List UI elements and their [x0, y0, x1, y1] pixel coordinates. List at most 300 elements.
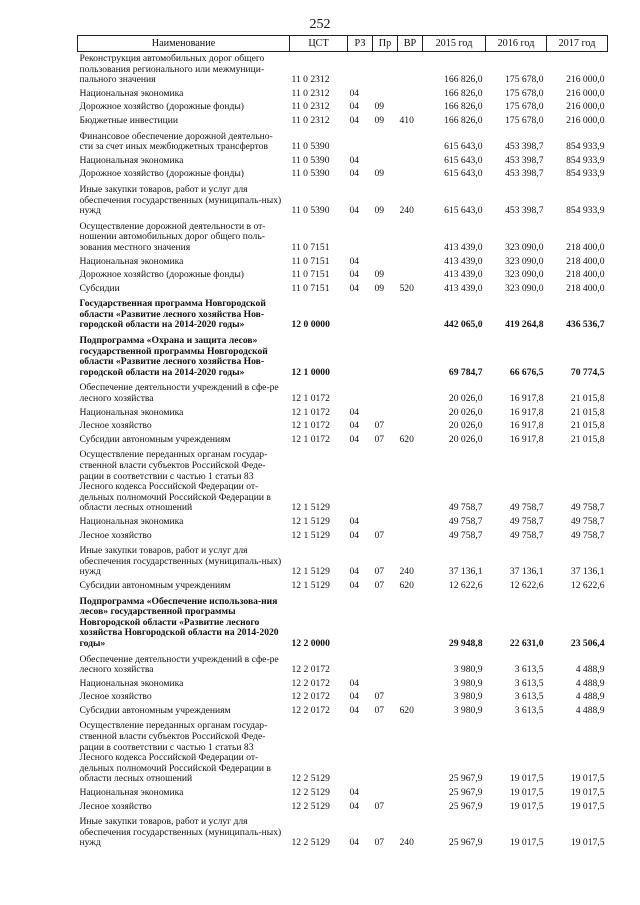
cell-2015: 3 980,9 — [453, 677, 483, 689]
cell-2017: 49 758,7 — [570, 502, 605, 514]
cell-rz — [348, 52, 373, 88]
cell-name: Иные закупки товаров, работ и услуг для обеспечения государственных (муниципаль-ных) нужд — [79, 816, 282, 849]
cell-2016: 453 398,7 — [505, 154, 544, 166]
table-row — [78, 691, 608, 705]
header-name: Наименование — [78, 36, 290, 52]
cell-vr: 520 — [399, 282, 414, 294]
cell-rz — [348, 594, 373, 652]
cell-2016: 16 917,8 — [509, 420, 544, 432]
cell-name: Национальная экономика — [79, 255, 184, 267]
cell-cst: 12 1 0172 — [291, 420, 330, 432]
cell-vr: 240 — [399, 205, 414, 217]
cell-name: Финансовое обеспечение дорожной деятельно-сти за счет иных межбюджетных трансфертов — [79, 130, 273, 153]
cell-2016: 22 631,0 — [509, 637, 544, 649]
cell-2017: 70 774,5 — [570, 366, 605, 378]
cell-2015: 20 026,0 — [448, 406, 483, 418]
cell-cst: 12 1 5129 — [291, 502, 330, 514]
cell-cst: 12 2 5129 — [291, 787, 330, 799]
cell-name: Национальная экономика — [79, 787, 184, 799]
cell-vr — [398, 52, 423, 88]
table-row — [78, 101, 608, 115]
cell-2015: 20 026,0 — [448, 393, 483, 405]
table-row — [78, 182, 608, 219]
cell-2017: 216 000,0 — [566, 114, 605, 126]
cell-name: Национальная экономика — [79, 515, 184, 527]
cell-cst: 12 2 0172 — [291, 664, 330, 676]
cell-2017: 218 400,0 — [566, 255, 605, 267]
cell-name: Государственная программа Новгородской области «Развитие лесного хозяйства Нов-городской области на 2014-2020 годы» — [79, 298, 266, 331]
cell-pr: 07 — [374, 691, 385, 703]
cell-2015: 413 439,0 — [444, 241, 483, 253]
table-row — [78, 269, 608, 283]
header-pr: Пр — [373, 36, 398, 52]
cell-2016: 19 017,5 — [509, 837, 544, 849]
cell-vr — [398, 296, 423, 333]
cell-pr — [373, 407, 398, 421]
cell-name: Лесное хозяйство — [79, 529, 152, 541]
cell-2017: 37 136,1 — [570, 566, 605, 578]
cell-2015: 166 826,0 — [444, 87, 483, 99]
cell-vr — [398, 129, 423, 155]
cell-cst: 12 2 0172 — [291, 691, 330, 703]
cell-pr — [373, 380, 398, 406]
cell-2016: 175 678,0 — [505, 74, 544, 86]
cell-2015: 3 980,9 — [453, 704, 483, 716]
cell-vr — [398, 420, 423, 434]
cell-2015: 49 758,7 — [448, 502, 483, 514]
cell-cst: 11 0 2312 — [291, 87, 330, 99]
table-row — [78, 718, 608, 787]
cell-2017: 218 400,0 — [566, 241, 605, 253]
cell-rz: 04 — [349, 800, 360, 812]
cell-vr — [398, 168, 423, 182]
cell-2015: 166 826,0 — [444, 114, 483, 126]
cell-2017: 218 400,0 — [566, 282, 605, 294]
cell-cst: 12 2 0172 — [291, 704, 330, 716]
cell-2016: 419 264,8 — [505, 319, 544, 331]
cell-pr: 09 — [374, 282, 385, 294]
cell-pr — [373, 787, 398, 801]
table-row — [78, 530, 608, 544]
cell-cst: 11 0 5390 — [291, 154, 330, 166]
cell-cst: 12 1 5129 — [291, 515, 330, 527]
cell-vr: 410 — [399, 114, 414, 126]
cell-2017: 21 015,8 — [570, 420, 605, 432]
cell-cst: 12 1 0172 — [291, 406, 330, 418]
table-row — [78, 283, 608, 297]
cell-cst: 12 2 0172 — [291, 677, 330, 689]
table-row — [78, 580, 608, 594]
cell-vr — [398, 718, 423, 787]
table-row — [78, 787, 608, 801]
table-row — [78, 333, 608, 380]
cell-vr — [398, 256, 423, 270]
cell-rz — [348, 380, 373, 406]
cell-2016: 49 758,7 — [509, 502, 544, 514]
cell-2017: 436 536,7 — [566, 319, 605, 331]
table-row — [78, 129, 608, 155]
cell-name: Субсидии автономным учреждениям — [79, 579, 231, 591]
cell-2015: 615 643,0 — [444, 141, 483, 153]
table-row — [78, 168, 608, 182]
cell-cst: 12 1 0172 — [291, 433, 330, 445]
cell-name: Обеспечение деятельности учреждений в сфе-ре лесного хозяйства — [79, 653, 279, 676]
cell-2015: 49 758,7 — [448, 529, 483, 541]
cell-2017: 854 933,9 — [566, 141, 605, 153]
cell-pr — [373, 516, 398, 530]
cell-2016: 3 613,5 — [514, 691, 544, 703]
cell-2015: 166 826,0 — [444, 74, 483, 86]
cell-pr: 07 — [374, 529, 385, 541]
cell-2016: 19 017,5 — [509, 800, 544, 812]
cell-pr — [373, 296, 398, 333]
cell-name: Субсидии — [79, 282, 120, 294]
cell-rz: 04 — [349, 205, 360, 217]
cell-2017: 216 000,0 — [566, 101, 605, 113]
header-cst: ЦСТ — [290, 36, 348, 52]
table-row — [78, 516, 608, 530]
cell-pr: 07 — [374, 579, 385, 591]
cell-2017: 12 622,6 — [570, 579, 605, 591]
table-row — [78, 543, 608, 580]
cell-2016: 323 090,0 — [505, 255, 544, 267]
cell-2015: 413 439,0 — [444, 255, 483, 267]
cell-cst: 11 0 7151 — [291, 255, 330, 267]
cell-vr: 240 — [399, 837, 414, 849]
cell-vr: 620 — [399, 433, 414, 445]
table-row — [78, 447, 608, 516]
cell-vr — [398, 155, 423, 169]
cell-pr: 07 — [374, 566, 385, 578]
cell-2015: 25 967,9 — [448, 773, 483, 785]
header-2016: 2016 год — [486, 36, 547, 52]
cell-2016: 16 917,8 — [509, 406, 544, 418]
cell-pr — [373, 219, 398, 256]
cell-cst: 12 1 5129 — [291, 566, 330, 578]
table-row — [78, 801, 608, 815]
cell-2016: 19 017,5 — [509, 773, 544, 785]
cell-pr — [373, 155, 398, 169]
cell-2016: 3 613,5 — [514, 704, 544, 716]
cell-name: Осуществление переданных органам государ-ственной власти субъектов Российской Феде-рации в соответствии с частью 1 статьи 83 Лесного кодекса Российской Федерации от-дельных полномочий Российской Федерации в области лесных отношений — [79, 449, 271, 514]
cell-vr — [398, 801, 423, 815]
cell-rz: 04 — [349, 87, 360, 99]
cell-2017: 21 015,8 — [570, 406, 605, 418]
cell-rz — [348, 296, 373, 333]
cell-2016: 49 758,7 — [509, 529, 544, 541]
cell-cst: 11 0 2312 — [291, 101, 330, 113]
cell-2016: 323 090,0 — [505, 282, 544, 294]
cell-vr — [398, 691, 423, 705]
cell-2016: 19 017,5 — [509, 787, 544, 799]
cell-name: Реконструкция автомобильных дорог общего пользования регионального или межмуници-пального значения — [79, 53, 265, 86]
cell-vr — [398, 88, 423, 102]
cell-2016: 3 613,5 — [514, 664, 544, 676]
cell-pr: 07 — [374, 704, 385, 716]
table-row — [78, 705, 608, 719]
table-row — [78, 219, 608, 256]
cell-pr — [373, 129, 398, 155]
table-row — [78, 420, 608, 434]
cell-rz: 04 — [349, 154, 360, 166]
cell-cst: 12 2 0000 — [291, 637, 330, 649]
cell-2016: 49 758,7 — [509, 515, 544, 527]
cell-pr: 09 — [374, 269, 385, 281]
cell-rz: 04 — [349, 677, 360, 689]
cell-cst: 11 0 7151 — [291, 269, 330, 281]
cell-2017: 218 400,0 — [566, 269, 605, 281]
header-2017: 2017 год — [547, 36, 608, 52]
cell-cst: 12 1 5129 — [291, 579, 330, 591]
cell-2015: 166 826,0 — [444, 101, 483, 113]
cell-2017: 21 015,8 — [570, 393, 605, 405]
cell-pr — [373, 678, 398, 692]
cell-2016: 16 917,8 — [509, 393, 544, 405]
header-2015: 2015 год — [423, 36, 486, 52]
cell-2016: 453 398,7 — [505, 205, 544, 217]
cell-rz: 04 — [349, 406, 360, 418]
cell-2017: 216 000,0 — [566, 87, 605, 99]
cell-rz — [348, 219, 373, 256]
cell-2015: 25 967,9 — [448, 787, 483, 799]
cell-rz — [348, 333, 373, 380]
cell-name: Осуществление переданных органам государ-ственной власти субъектов Российской Феде-рации в соответствии с частью 1 статьи 83 Лесного кодекса Российской Федерации от-дельных полномочий Российской Федерации в области лесных отношений — [79, 720, 271, 785]
cell-vr: 240 — [399, 566, 414, 578]
cell-2017: 19 017,5 — [570, 787, 605, 799]
cell-name: Дорожное хозяйство (дорожные фонды) — [79, 269, 244, 281]
cell-rz: 04 — [349, 101, 360, 113]
table-row — [78, 652, 608, 678]
cell-name: Субсидии автономным учреждениям — [79, 704, 231, 716]
cell-2016: 175 678,0 — [505, 101, 544, 113]
cell-cst: 12 0 0000 — [291, 319, 330, 331]
cell-2017: 49 758,7 — [570, 529, 605, 541]
cell-vr — [398, 787, 423, 801]
cell-name: Субсидии автономным учреждениям — [79, 433, 231, 445]
cell-rz: 04 — [349, 566, 360, 578]
table-row — [78, 296, 608, 333]
header-rz: РЗ — [348, 36, 373, 52]
cell-vr — [398, 652, 423, 678]
cell-2016: 66 676,5 — [509, 366, 544, 378]
table-row — [78, 52, 608, 88]
cell-2015: 3 980,9 — [453, 664, 483, 676]
cell-2015: 12 622,6 — [448, 579, 483, 591]
cell-name: Национальная экономика — [79, 87, 184, 99]
cell-rz: 04 — [349, 704, 360, 716]
cell-pr — [373, 256, 398, 270]
cell-2015: 20 026,0 — [448, 420, 483, 432]
cell-2016: 453 398,7 — [505, 168, 544, 180]
cell-2017: 19 017,5 — [570, 773, 605, 785]
cell-2017: 49 758,7 — [570, 515, 605, 527]
cell-name: Дорожное хозяйство (дорожные фонды) — [79, 168, 244, 180]
cell-pr: 07 — [374, 420, 385, 432]
cell-cst: 12 1 0172 — [291, 393, 330, 405]
cell-rz — [348, 718, 373, 787]
table-row — [78, 115, 608, 129]
cell-rz: 04 — [349, 579, 360, 591]
cell-pr — [373, 333, 398, 380]
table-row — [78, 434, 608, 448]
cell-name: Национальная экономика — [79, 154, 184, 166]
cell-name: Подпрограмма «Охрана и защита лесов» государственной программы Новгородской области «Развитие лесного хозяйства Нов-городской области на 2014-2020 годы» — [79, 335, 268, 378]
cell-cst: 12 2 5129 — [291, 837, 330, 849]
table-row — [78, 88, 608, 102]
cell-rz — [348, 129, 373, 155]
cell-pr — [373, 52, 398, 88]
table-body — [78, 52, 608, 852]
cell-name: Подпрограмма «Обеспечение использова-ния лесов» государственной программы Новгородской области «Развитие лесного хозяйства Новгородской области на 2014-2020 годы» — [79, 595, 279, 649]
cell-rz: 04 — [349, 433, 360, 445]
cell-vr — [398, 269, 423, 283]
cell-name: Иные закупки товаров, работ и услуг для обеспечения государственных (муниципаль-ных) нужд — [79, 183, 282, 217]
cell-2015: 442 065,0 — [444, 319, 483, 331]
cell-pr: 07 — [374, 433, 385, 445]
cell-name: Лесное хозяйство — [79, 691, 152, 703]
cell-vr: 620 — [399, 579, 414, 591]
cell-2015: 37 136,1 — [448, 566, 483, 578]
cell-vr — [398, 678, 423, 692]
cell-pr: 07 — [374, 837, 385, 849]
cell-vr — [398, 380, 423, 406]
cell-2016: 175 678,0 — [505, 87, 544, 99]
cell-2016: 12 622,6 — [509, 579, 544, 591]
cell-2017: 854 933,9 — [566, 205, 605, 217]
cell-pr — [373, 88, 398, 102]
cell-cst: 11 0 7151 — [291, 282, 330, 294]
cell-2017: 23 506,4 — [570, 637, 605, 649]
cell-2017: 4 488,9 — [575, 677, 605, 689]
cell-2016: 323 090,0 — [505, 241, 544, 253]
page-number: 252 — [309, 17, 331, 32]
cell-cst: 12 1 5129 — [291, 529, 330, 541]
cell-2017: 854 933,9 — [566, 168, 605, 180]
cell-vr — [398, 219, 423, 256]
cell-cst: 11 0 7151 — [291, 241, 330, 253]
cell-2015: 615 643,0 — [444, 205, 483, 217]
cell-cst: 11 0 5390 — [291, 141, 330, 153]
table-row — [78, 407, 608, 421]
cell-2017: 21 015,8 — [570, 433, 605, 445]
cell-name: Осуществление дорожной деятельности в от-ношении автомобильных дорог общего поль-зования местного значения — [79, 220, 266, 253]
cell-2017: 19 017,5 — [570, 800, 605, 812]
cell-2015: 615 643,0 — [444, 168, 483, 180]
cell-2016: 323 090,0 — [505, 269, 544, 281]
table-row — [78, 678, 608, 692]
cell-2015: 69 784,7 — [448, 366, 483, 378]
cell-vr — [398, 594, 423, 652]
cell-vr — [398, 407, 423, 421]
cell-name: Бюджетные инвестиции — [79, 114, 178, 126]
cell-rz: 04 — [349, 787, 360, 799]
cell-pr — [373, 594, 398, 652]
cell-vr: 620 — [399, 704, 414, 716]
cell-rz: 04 — [349, 420, 360, 432]
cell-vr — [398, 447, 423, 516]
cell-2015: 615 643,0 — [444, 154, 483, 166]
cell-2016: 37 136,1 — [509, 566, 544, 578]
cell-rz: 04 — [349, 529, 360, 541]
cell-rz: 04 — [349, 691, 360, 703]
cell-name: Лесное хозяйство — [79, 420, 152, 432]
cell-cst: 11 0 5390 — [291, 168, 330, 180]
cell-2017: 854 933,9 — [566, 154, 605, 166]
cell-name: Обеспечение деятельности учреждений в сфе-ре лесного хозяйства — [79, 382, 279, 405]
cell-2017: 4 488,9 — [575, 704, 605, 716]
cell-cst: 12 1 0000 — [291, 366, 330, 378]
cell-cst: 11 0 2312 — [291, 74, 330, 86]
cell-2016: 3 613,5 — [514, 677, 544, 689]
cell-2016: 453 398,7 — [505, 141, 544, 153]
cell-name: Иные закупки товаров, работ и услуг для обеспечения государственных (муниципаль-ных) нужд — [79, 545, 282, 578]
cell-vr — [398, 530, 423, 544]
cell-2016: 16 917,8 — [509, 433, 544, 445]
cell-2015: 25 967,9 — [448, 800, 483, 812]
cell-cst: 12 2 5129 — [291, 800, 330, 812]
cell-pr: 09 — [374, 168, 385, 180]
header-vr: ВР — [398, 36, 423, 52]
cell-2015: 413 439,0 — [444, 269, 483, 281]
cell-cst: 12 2 5129 — [291, 773, 330, 785]
cell-rz — [348, 652, 373, 678]
cell-cst: 11 0 5390 — [291, 205, 330, 217]
cell-2015: 49 758,7 — [448, 515, 483, 527]
cell-rz: 04 — [349, 282, 360, 294]
cell-2015: 20 026,0 — [448, 433, 483, 445]
cell-2015: 29 948,8 — [448, 637, 483, 649]
cell-2015: 413 439,0 — [444, 282, 483, 294]
table-row — [78, 814, 608, 851]
cell-pr: 09 — [374, 101, 385, 113]
cell-name: Лесное хозяйство — [79, 800, 152, 812]
cell-pr — [373, 447, 398, 516]
cell-rz: 04 — [349, 837, 360, 849]
cell-2015: 25 967,9 — [448, 837, 483, 849]
table-row — [78, 594, 608, 652]
cell-rz: 04 — [349, 269, 360, 281]
cell-pr — [373, 718, 398, 787]
cell-2017: 4 488,9 — [575, 691, 605, 703]
cell-2017: 216 000,0 — [566, 74, 605, 86]
cell-vr — [398, 516, 423, 530]
cell-2017: 4 488,9 — [575, 664, 605, 676]
budget-table — [77, 35, 608, 851]
cell-pr: 09 — [374, 205, 385, 217]
cell-rz — [348, 447, 373, 516]
cell-pr — [373, 652, 398, 678]
cell-pr: 09 — [374, 114, 385, 126]
cell-2016: 175 678,0 — [505, 114, 544, 126]
table-row — [78, 380, 608, 406]
cell-name: Дорожное хозяйство (дорожные фонды) — [79, 101, 244, 113]
cell-cst: 11 0 2312 — [291, 114, 330, 126]
cell-name: Национальная экономика — [79, 677, 184, 689]
cell-rz: 04 — [349, 168, 360, 180]
table-row — [78, 155, 608, 169]
cell-rz: 04 — [349, 515, 360, 527]
table-header-row — [78, 36, 608, 52]
cell-pr: 07 — [374, 800, 385, 812]
cell-vr — [398, 101, 423, 115]
table-row — [78, 256, 608, 270]
cell-rz: 04 — [349, 114, 360, 126]
cell-2015: 3 980,9 — [453, 691, 483, 703]
cell-2017: 19 017,5 — [570, 837, 605, 849]
cell-name: Национальная экономика — [79, 406, 184, 418]
cell-rz: 04 — [349, 255, 360, 267]
cell-vr — [398, 333, 423, 380]
